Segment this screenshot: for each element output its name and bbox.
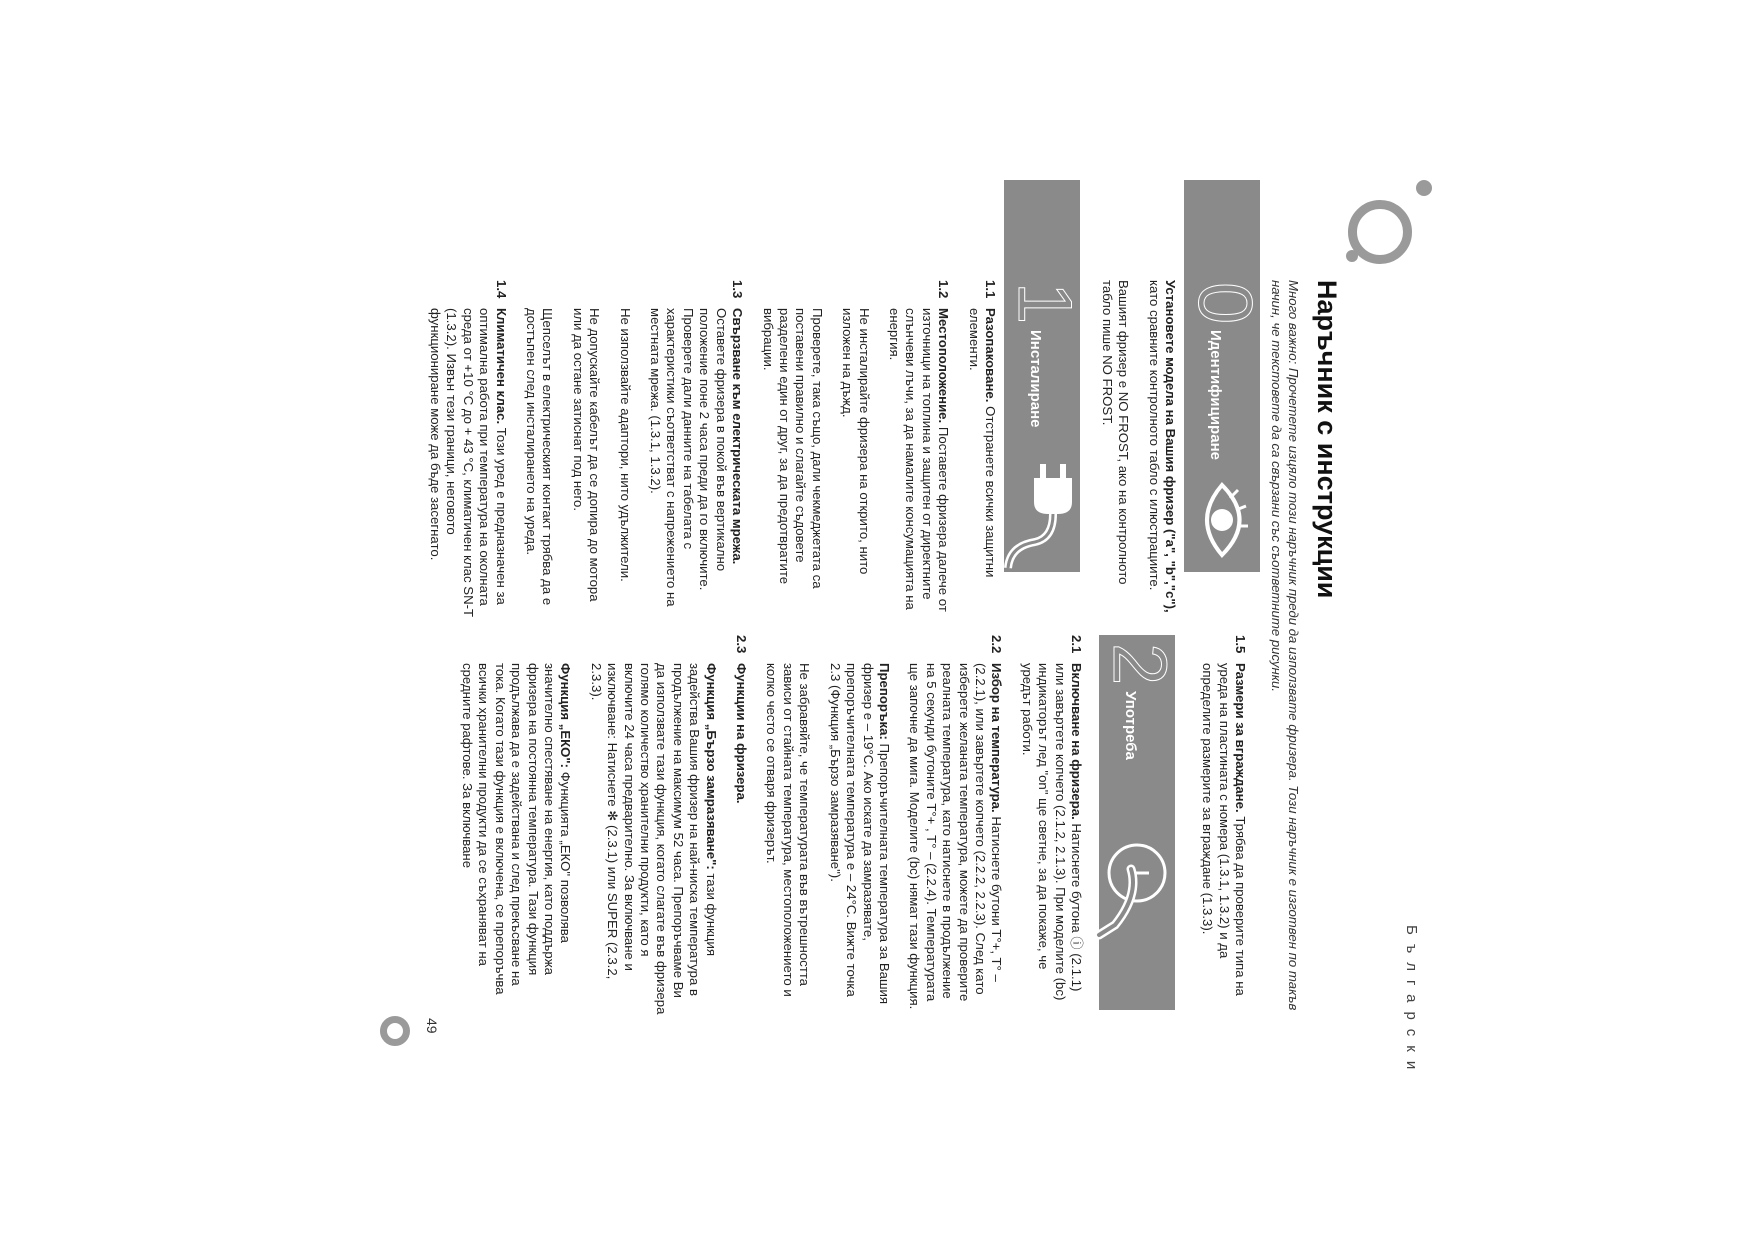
- s22-bold: Избор на температура.: [989, 663, 1005, 813]
- s11-paragraph: [965, 308, 998, 620]
- s21-paragraph: [1018, 663, 1084, 1015]
- footer-circle: [380, 1016, 410, 1046]
- section-bar-usage: [1097, 635, 1182, 1010]
- s13-paragraph-3: Не допускайте кабелът да се допира до мотора или да остане затиснат под него.: [570, 308, 603, 602]
- nofrost-paragraph: Вашият фризер е NO FROST, ако на контролното табло пише NO FROST.: [1099, 280, 1132, 585]
- s23-f1-text: тази функция задейства Вашия фризер на най-ниска температура в продължение на максимум 52 часа. Препоръчваме Ви да използвате тази функция, когато слагате във фризера голямо количество хранителни продукти, като я включите 24 часа предварително. За включване и изключване: Натиснете ✻ (2.3.1) или SUPER (2.3.2, 2.3.3).: [588, 663, 719, 1015]
- s23-heading: [733, 663, 749, 1015]
- section-num: 1.4: [493, 280, 509, 299]
- identification-text: [1084, 280, 1178, 620]
- section-num: 2.3: [734, 635, 750, 654]
- section-num: 1.1: [983, 280, 998, 299]
- s23-bold: Функции на фризера.: [734, 663, 750, 804]
- s14-bold: Климатичен клас.: [493, 308, 509, 425]
- ident-bold: Установете модела на Вашия фризер ("а", "b","c"),: [1163, 280, 1178, 613]
- section-bar-identification: [1182, 180, 1267, 572]
- manual-page: [310, 180, 1440, 1079]
- eye-icon: [1192, 480, 1252, 560]
- s13-paragraph-2: Не използвайте адаптори, нито удължители.: [617, 308, 633, 582]
- s13-paragraph: [647, 308, 745, 620]
- section-1-1: [965, 280, 998, 620]
- s22-rec-text: Препоръчителната температура за Вашия фризер е – 19°C. Ако искате да замразявате, препоръчителната температура е – 24°C. Вижте точка 2.3 (Функция „Бързо замразяване").: [827, 663, 892, 1005]
- section-num: 1.3: [730, 280, 746, 299]
- section-num: 2.1: [1069, 635, 1084, 654]
- s23-function-2: [459, 663, 574, 1015]
- s15-bold: Размери за вграждане.: [1233, 663, 1248, 813]
- section-2-3: [459, 635, 750, 1015]
- s12-paragraph-3: Проверете, така също, дали чекмеджетата са поставени правилно и слагайте съдовете разделени един от друг, за да предотвратите вибрации.: [760, 308, 825, 589]
- section-number: 1: [1002, 282, 1087, 325]
- logo-circle-dot: [1346, 250, 1358, 262]
- logo-circle-small: [1416, 180, 1432, 196]
- s23-function-1: [587, 663, 718, 1015]
- finger-press-icon: [1099, 825, 1175, 935]
- section-label: Употреба: [1122, 691, 1139, 760]
- plug-icon: [1004, 458, 1080, 568]
- section-1-5: [1199, 635, 1248, 1015]
- section-2-1: [1018, 635, 1084, 1015]
- section-2-2: [763, 635, 1004, 1015]
- s23-f2-bold: Функция „ЕКО":: [558, 663, 574, 769]
- s21-text: Натиснете бутона ⓘ (2.1.1) или завъртете копчето (2.1.2, 2.1.3). При моделите (bc) индикаторът лед "on" ще светне, за да покаже, че уредът работи.: [1019, 663, 1084, 1001]
- s12-paragraph-2: Не инсталирайте фризера на открито, нито изложен на дъжд.: [840, 308, 872, 575]
- s15-paragraph: [1199, 663, 1248, 1015]
- s22-recommendation: [826, 663, 892, 1015]
- ident-paragraph: [1145, 280, 1178, 620]
- section-1-2: [759, 280, 951, 620]
- section-num: 2.2: [989, 635, 1005, 654]
- s22-paragraph-3: Не забравяйте, че температурата във вътрешността зависи от стайната температура, местоположението и колко често се отваря фризерът.: [764, 663, 813, 997]
- s21-bold: Включване на фризера.: [1069, 663, 1084, 820]
- section-num: 1.2: [936, 280, 952, 299]
- section-label: Инсталиране: [1027, 330, 1044, 428]
- section-number: 0: [1182, 282, 1267, 325]
- section-label: Идентифициране: [1207, 330, 1224, 460]
- s14-paragraph: [427, 308, 509, 620]
- s15-text: Трябва да проверите типа на уреда на пластината с номера (1.3.1, 1.3.2) и да определите размерите за вграждане (1.3.3).: [1200, 663, 1248, 996]
- s14-text: Този уред е предназначен за оптимална работа при температура на околната среда от +10 °C до + 43 °C, климатичен клас SN-T (1.3.2). Извън тези граници, неговото функциониране може да бъде засегнато.: [428, 308, 509, 617]
- installation-text: [413, 280, 998, 620]
- s12-paragraph: [886, 308, 952, 620]
- section-num: 1.5: [1233, 635, 1248, 654]
- section-1-3: [523, 280, 745, 620]
- s13-bold: Свързване към електрическата мрежа.: [730, 308, 746, 565]
- s22-rec-bold: Препоръка:: [876, 663, 892, 740]
- ident-text: като сравните контролното табло с илюстрациите.: [1146, 280, 1162, 591]
- s13-text: Оставете фризера в покой във вертикално положение поне 2 часа преди да го включите. Проверете дали данните на табелата с характеристики съответстват с напрежението на местната мрежа. (1.3.1, 1.3.2).: [648, 308, 729, 607]
- s11-text: Отстранете всички защитни елементи.: [966, 308, 998, 578]
- page-title: Наръчник с инструкции: [1312, 280, 1342, 599]
- s23-f1-bold: Функция „Бързо замразяване":: [703, 663, 719, 870]
- section-bar-installation: [1002, 180, 1087, 572]
- s12-bold: Местоположение.: [936, 308, 952, 424]
- right-column: [1185, 635, 1248, 1015]
- language-label: Български: [1403, 925, 1420, 1079]
- s22-text: Натиснете бутони T°+, T° – (2.2.1), или завъртете копчето (2.2.2, 2.2.3). След като изберете желаната температура, можете да проверите реалната температура, като натиснете в продължение на 5 секунди бутоните T°+ , T° – (2.2.4). Температурата ще започне да мига. Моделите (bc) нямат тази функция.: [907, 663, 1005, 1010]
- s11-bold: Разопаковане.: [983, 308, 998, 403]
- section-1-4: [427, 280, 509, 620]
- s22-paragraph: [906, 663, 1004, 1015]
- section-number: 2: [1097, 643, 1182, 686]
- s13-paragraph-4: Щепселът в електрическият контакт трябва да е достъпен след инсталирането на уреда.: [524, 308, 556, 606]
- page-number: 49: [424, 1018, 440, 1034]
- page-subtitle: Много важно: Прочетете изцяло този наръчник преди да използвате фризера. Този наръчник е изготвен по такъв начин, че текстовете да са свързани със съответните рисунки.: [1269, 280, 1301, 1011]
- s12-text: Поставете фризера далече от източници на топлина и защитен от директните слънчеви лъчи, за да намалите консумацията на енергия.: [886, 308, 952, 612]
- s23-f2-text: Функцията „ЕКО" позволява значително спестяване на енергия, като поддържа фризера на постоянна температура. Тази функция продължава да е задействана и след прекъсване на тока. Когато тази функция е включена, се препоръчва всички хранителни продукти да се съхраняват на средните рафтове. За включване: [460, 663, 574, 995]
- usage-text: [445, 635, 1084, 1015]
